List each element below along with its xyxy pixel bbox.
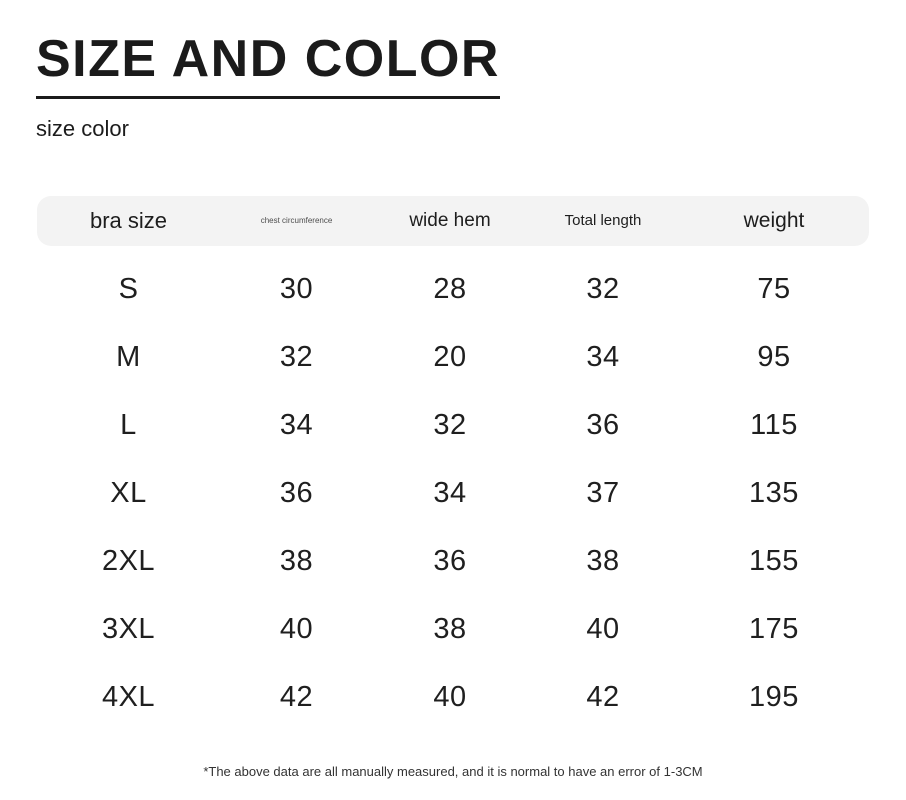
cell-weight: 195 — [749, 681, 799, 714]
table-row-s — [37, 256, 869, 324]
cell-chest: 36 — [279, 477, 314, 510]
cell-wide-hem: 36 — [433, 545, 467, 578]
cell-chest: 34 — [279, 409, 314, 442]
cell-total-length: 42 — [586, 681, 620, 714]
cell-chest: 30 — [279, 273, 314, 306]
page-subtitle: size color — [36, 115, 129, 141]
table-row-m — [37, 324, 869, 392]
table-header-row — [37, 196, 869, 246]
cell-size: L — [120, 409, 137, 442]
cell-wide-hem: 34 — [433, 477, 467, 510]
cell-total-length: 40 — [586, 613, 620, 646]
cell-weight: 175 — [749, 613, 799, 646]
cell-total-length: 32 — [586, 273, 620, 306]
cell-weight: 75 — [757, 273, 791, 306]
table-body — [37, 256, 869, 732]
cell-chest: 38 — [279, 545, 314, 578]
table-row-2xl — [37, 528, 869, 596]
cell-size: M — [116, 341, 141, 374]
cell-weight: 115 — [750, 409, 798, 442]
cell-size: 4XL — [101, 681, 156, 714]
table-row-4xl — [37, 664, 869, 732]
cell-chest: 42 — [279, 681, 314, 714]
cell-weight: 135 — [749, 477, 799, 510]
cell-wide-hem: 20 — [433, 341, 467, 374]
cell-total-length: 37 — [586, 477, 620, 510]
table-row-xl — [37, 460, 869, 528]
size-table — [37, 196, 869, 732]
column-header-wide-hem: wide hem — [409, 209, 491, 231]
page-title: SIZE AND COLOR — [36, 32, 500, 99]
cell-weight: 155 — [749, 545, 799, 578]
cell-weight: 95 — [757, 341, 791, 374]
cell-size: 3XL — [101, 613, 156, 646]
column-header-weight: weight — [743, 208, 805, 232]
cell-wide-hem: 28 — [433, 273, 467, 306]
cell-wide-hem: 38 — [433, 613, 467, 646]
cell-wide-hem: 32 — [433, 409, 467, 442]
cell-total-length: 38 — [586, 545, 620, 578]
column-header-bra-size: bra size — [89, 207, 168, 233]
table-row-3xl — [37, 596, 869, 664]
cell-chest: 32 — [279, 341, 314, 374]
cell-total-length: 36 — [586, 409, 620, 442]
cell-size: 2XL — [101, 545, 156, 578]
cell-wide-hem: 40 — [433, 681, 467, 714]
column-header-total-length: Total length — [564, 212, 642, 230]
measurement-disclaimer: *The above data are all manually measured, and it is normal to have an error of 1-3CM — [203, 764, 703, 779]
cell-total-length: 34 — [586, 341, 620, 374]
table-row-l — [37, 392, 869, 460]
cell-chest: 40 — [279, 613, 314, 646]
cell-size: S — [118, 273, 139, 306]
cell-size: XL — [110, 477, 147, 510]
column-header-chest-circumference: chest circumference — [260, 216, 333, 226]
